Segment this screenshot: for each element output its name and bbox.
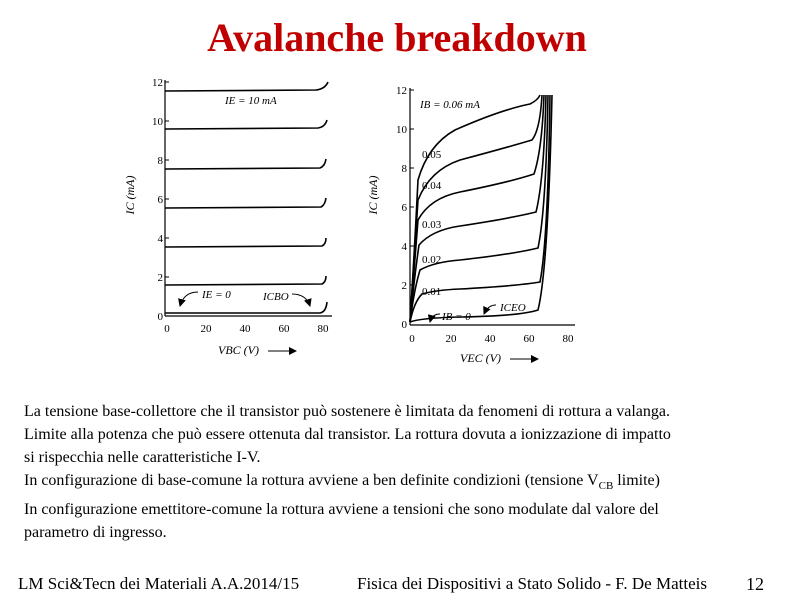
left-cbo-label: ICBO	[263, 291, 289, 303]
right-curve-label: 0.04	[422, 180, 442, 192]
right-curve-label: 0.05	[422, 149, 442, 161]
right-curve-label: 0.02	[422, 254, 442, 266]
right-x-label: VEC (V)	[460, 351, 501, 365]
left-y-tick: 6	[157, 194, 163, 206]
left-x-label: VBC (V)	[218, 343, 259, 357]
body-line-4-prefix: In configurazione di base-comune la rottura avviene a ben definite condizioni (tensione V	[24, 472, 599, 489]
right-y-tick: 0	[401, 319, 407, 331]
body-line-4-suffix: limite)	[613, 472, 660, 489]
left-plot	[123, 77, 332, 357]
right-y-tick: 12	[396, 85, 407, 97]
left-x-tick: 80	[317, 323, 329, 335]
body-line-6: parametro di ingresso.	[24, 524, 167, 542]
left-x-tick: 60	[278, 323, 290, 335]
right-y-tick: 10	[396, 124, 407, 136]
right-x-tick: 80	[562, 333, 574, 345]
body-text	[24, 400, 784, 544]
right-y-tick: 4	[401, 241, 407, 253]
left-y-tick: 12	[152, 77, 163, 89]
right-ceo-label: ICEO	[500, 302, 526, 314]
right-y-tick: 8	[401, 163, 407, 175]
footer-course: LM Sci&Tecn dei Materiali A.A.2014/15	[18, 574, 300, 593]
left-y-tick: 2	[157, 272, 163, 284]
right-y-tick: 6	[401, 202, 407, 214]
right-x-tick: 60	[523, 333, 535, 345]
left-x-tick: 20	[200, 323, 212, 335]
right-y-label: IC (mA)	[366, 175, 380, 215]
footer-author: Fisica dei Dispositivi a Stato Solido - F. De Matteis	[357, 574, 707, 593]
page-number: 12	[746, 574, 764, 594]
right-top-label: IB = 0.06 mA	[420, 99, 480, 111]
left-x-tick: 0	[164, 323, 170, 335]
left-top-label: IE = 10 mA	[225, 95, 277, 107]
body-line-1: La tensione base-collettore che il transistor può sostenere è limitata da fenomeni di rottura a valanga.	[24, 403, 670, 420]
slide-title: Avalanche breakdown	[207, 15, 587, 60]
right-y-tick: 2	[401, 280, 407, 292]
right-x-tick: 20	[445, 333, 457, 345]
left-y-tick: 8	[157, 155, 163, 167]
right-x-tick: 40	[484, 333, 496, 345]
left-x-tick: 40	[239, 323, 251, 335]
body-line-4-sub: CB	[598, 480, 614, 493]
body-line-2: Limite alla potenza che può essere ottenuta dal transistor. La rottura dovuta a ionizzazione di impatto	[24, 426, 671, 443]
left-y-tick: 0	[157, 311, 163, 323]
body-line-4	[24, 469, 784, 498]
left-y-tick: 10	[152, 116, 163, 128]
body-line-5: In configurazione emettitore-comune la rottura avviene a tensioni che sono modulate dal valore del	[24, 501, 659, 519]
iv-characteristics-figure	[120, 70, 590, 370]
right-curve-label: 0.01	[422, 286, 442, 298]
left-y-label: IC (mA)	[123, 175, 137, 215]
right-plot	[366, 85, 575, 365]
left-bottom-label: IE = 0	[202, 289, 231, 301]
right-curve-label: 0.03	[422, 219, 442, 231]
body-line-3: si rispecchia nelle caratteristiche I-V.	[24, 449, 261, 466]
right-x-tick: 0	[409, 333, 415, 345]
right-bottom-label: IB = 0	[442, 311, 471, 323]
left-y-tick: 4	[157, 233, 163, 245]
